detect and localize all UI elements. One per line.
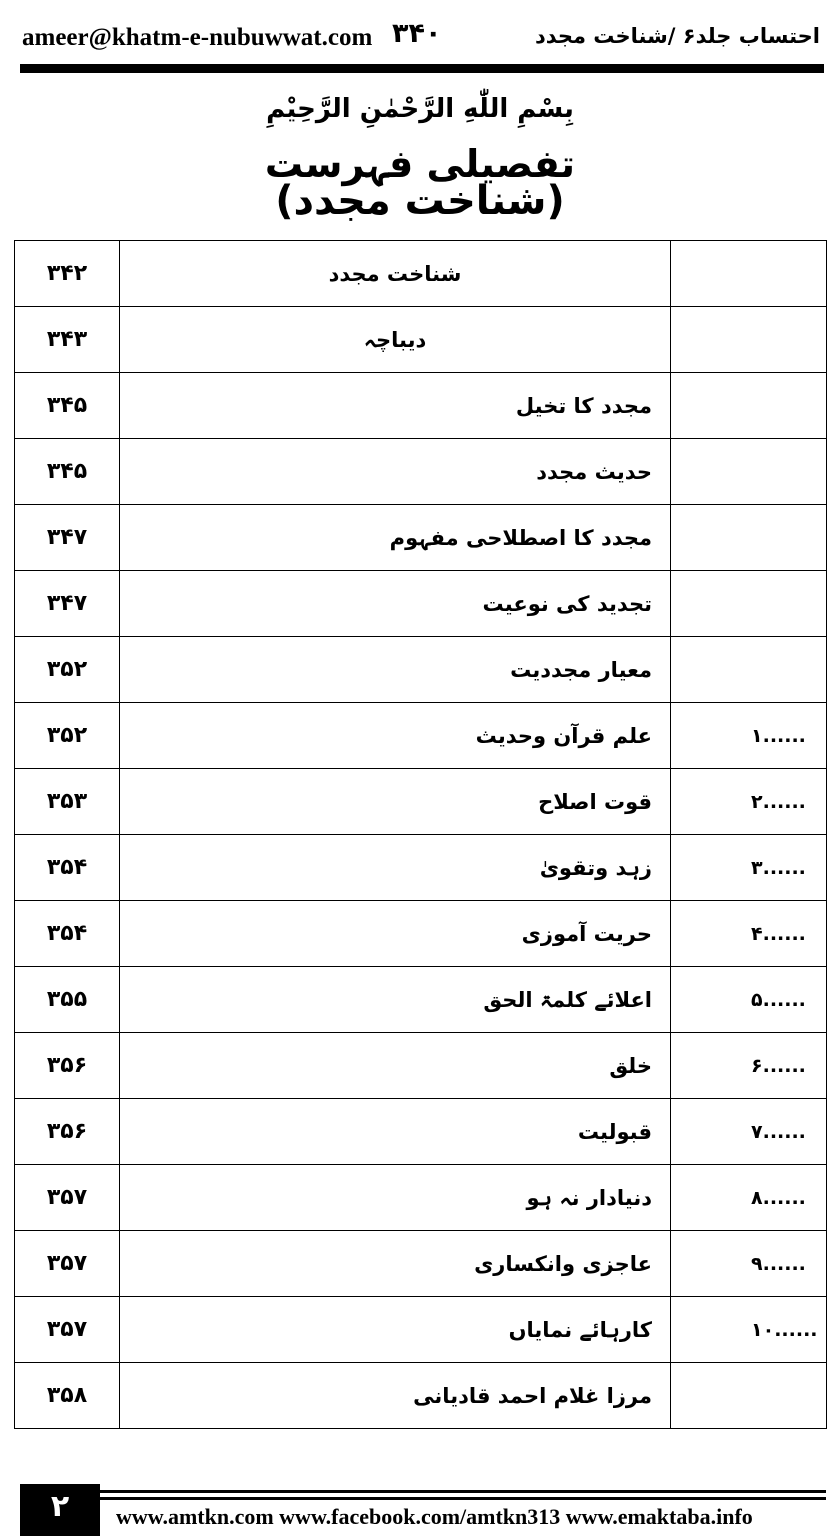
row-title: دیباچہ xyxy=(120,307,671,373)
row-title: شناخت مجدد xyxy=(120,241,671,307)
row-item-number: ۱۰...... xyxy=(671,1297,827,1363)
row-title: مجدد کا اصطلاحی مفہوم xyxy=(120,505,671,571)
table-row xyxy=(15,703,827,769)
row-page-number: ۳۴۵ xyxy=(15,373,120,439)
row-page-number: ۳۵۴ xyxy=(15,835,120,901)
page-title: تفصیلی فہرست xyxy=(264,142,576,186)
row-item-number: ۸...... xyxy=(671,1165,827,1231)
table-row xyxy=(15,637,827,703)
page-subtitle: (شناخت مجدد) xyxy=(275,178,565,224)
row-item-number: ۴...... xyxy=(671,901,827,967)
footer-urls: www.amtkn.com www.facebook.com/amtkn313 www.emaktaba.info xyxy=(116,1504,753,1529)
row-page-number: ۳۴۲ xyxy=(15,241,120,307)
row-title: مرزا غلام احمد قادیانی xyxy=(120,1363,671,1429)
header-rule xyxy=(20,64,824,73)
row-item-number xyxy=(671,307,827,373)
row-page-number: ۳۵۶ xyxy=(15,1033,120,1099)
row-page-number: ۳۴۵ xyxy=(15,439,120,505)
header-page-number: ۳۴۰ xyxy=(392,18,442,49)
row-item-number xyxy=(671,505,827,571)
footer-rule-bottom xyxy=(100,1497,826,1500)
row-title: تجدید کی نوعیت xyxy=(120,571,671,637)
row-page-number: ۳۵۲ xyxy=(15,637,120,703)
row-page-number: ۳۵۸ xyxy=(15,1363,120,1429)
table-row xyxy=(15,1099,827,1165)
footer-page-number: ۲ xyxy=(20,1484,100,1536)
row-title: دنیادار نہ ہو xyxy=(120,1165,671,1231)
table-row xyxy=(15,571,827,637)
header-running-title: احتساب جلد۶ /شناخت مجدد xyxy=(534,24,820,48)
row-item-number xyxy=(671,637,827,703)
row-title: معیار مجددیت xyxy=(120,637,671,703)
row-page-number: ۳۵۲ xyxy=(15,703,120,769)
row-page-number: ۳۵۷ xyxy=(15,1297,120,1363)
table-row xyxy=(15,769,827,835)
row-item-number xyxy=(671,373,827,439)
table-row xyxy=(15,967,827,1033)
table-row xyxy=(15,1033,827,1099)
page-footer xyxy=(20,1484,826,1536)
row-item-number: ۲...... xyxy=(671,769,827,835)
table-row xyxy=(15,835,827,901)
row-title: خلق xyxy=(120,1033,671,1099)
row-title: کارہائے نمایاں xyxy=(120,1297,671,1363)
row-page-number: ۳۴۳ xyxy=(15,307,120,373)
row-title: علم قرآن وحدیث xyxy=(120,703,671,769)
table-row xyxy=(15,505,827,571)
row-item-number: ۵...... xyxy=(671,967,827,1033)
row-item-number xyxy=(671,439,827,505)
row-title: قوت اصلاح xyxy=(120,769,671,835)
row-item-number xyxy=(671,241,827,307)
row-page-number: ۳۵۶ xyxy=(15,1099,120,1165)
contents-table-body xyxy=(15,241,827,1429)
row-page-number: ۳۴۷ xyxy=(15,505,120,571)
table-row xyxy=(15,373,827,439)
row-title: حدیث مجدد xyxy=(120,439,671,505)
row-item-number xyxy=(671,1363,827,1429)
row-item-number: ۹...... xyxy=(671,1231,827,1297)
row-item-number: ۳...... xyxy=(671,835,827,901)
table-row xyxy=(15,1363,827,1429)
row-title: زہد وتقویٰ xyxy=(120,835,671,901)
row-page-number: ۳۵۴ xyxy=(15,901,120,967)
table-row xyxy=(15,901,827,967)
table-row xyxy=(15,1297,827,1363)
row-title: حریت آموزی xyxy=(120,901,671,967)
row-item-number: ۶...... xyxy=(671,1033,827,1099)
header-email: ameer@khatm-e-nubuwwat.com xyxy=(22,24,373,51)
table-row xyxy=(15,307,827,373)
row-page-number: ۳۵۵ xyxy=(15,967,120,1033)
row-item-number: ۷...... xyxy=(671,1099,827,1165)
row-title: اعلائے کلمۃ الحق xyxy=(120,967,671,1033)
row-item-number: ۱...... xyxy=(671,703,827,769)
bismillah: بِسْمِ اللّٰهِ الرَّحْمٰنِ الرَّحِيْمِ xyxy=(266,94,574,124)
table-row xyxy=(15,439,827,505)
page-header xyxy=(22,20,820,54)
row-page-number: ۳۴۷ xyxy=(15,571,120,637)
row-item-number xyxy=(671,571,827,637)
row-page-number: ۳۵۷ xyxy=(15,1165,120,1231)
table-row xyxy=(15,1165,827,1231)
footer-rule-top xyxy=(100,1490,826,1493)
row-title: عاجزی وانکساری xyxy=(120,1231,671,1297)
row-page-number: ۳۵۷ xyxy=(15,1231,120,1297)
contents-table xyxy=(14,240,827,1429)
row-title: مجدد کا تخیل xyxy=(120,373,671,439)
table-row xyxy=(15,1231,827,1297)
row-page-number: ۳۵۳ xyxy=(15,769,120,835)
row-title: قبولیت xyxy=(120,1099,671,1165)
table-row xyxy=(15,241,827,307)
